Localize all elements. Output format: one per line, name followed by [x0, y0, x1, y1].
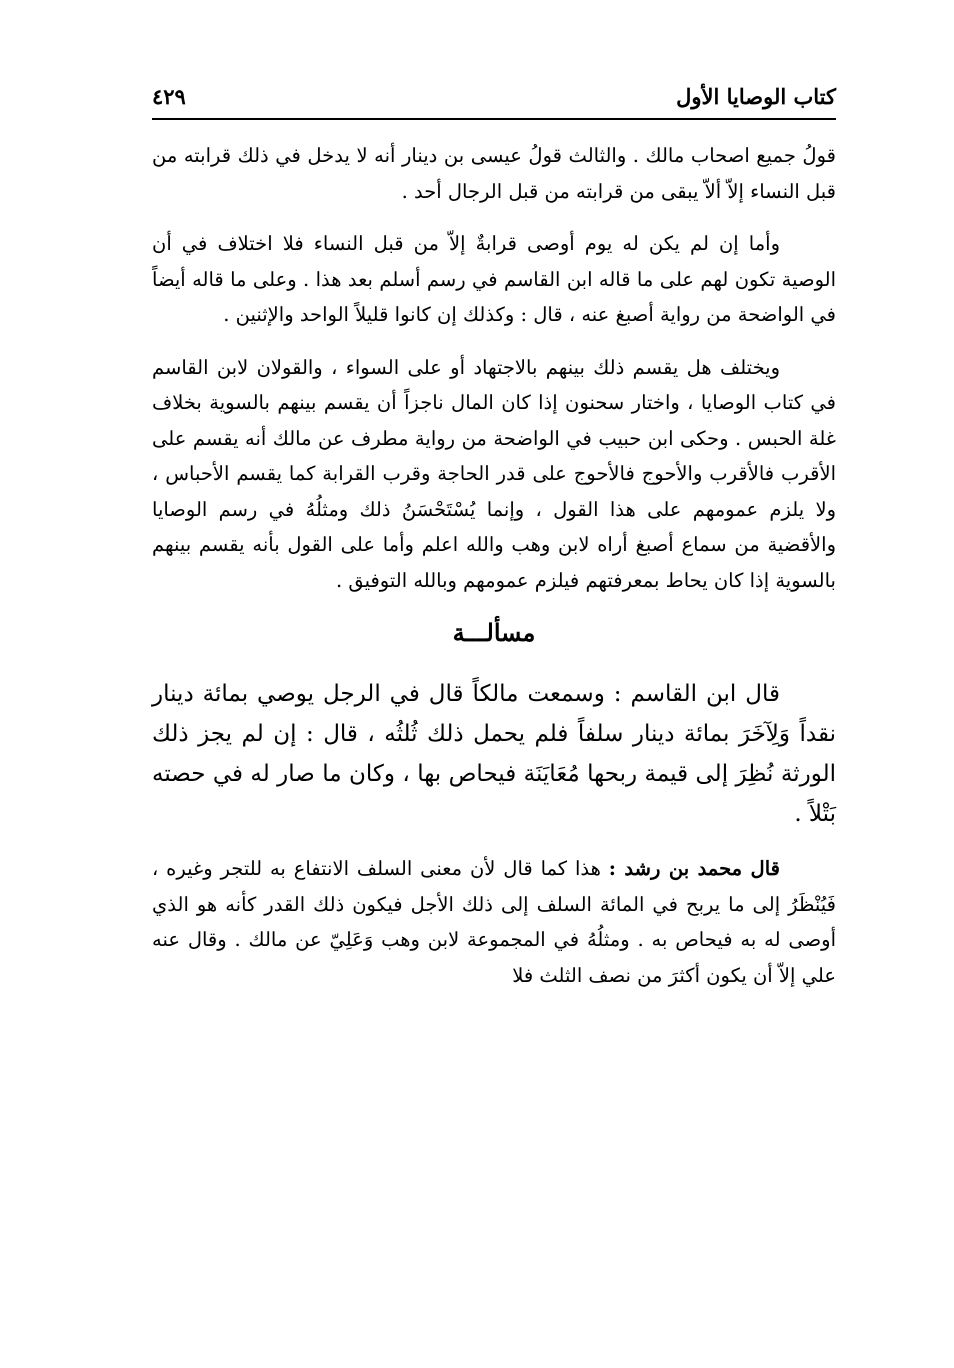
answer-paragraph	[152, 851, 836, 993]
page-number: ٤٢٩	[152, 84, 186, 109]
answer-lead: قال محمد بن رشد :	[608, 857, 780, 880]
header-rule	[152, 118, 836, 120]
paragraph-1: قولُ جميع اصحاب مالك . والثالث قولُ عيسى بن دينار أنه لا يدخل في ذلك قرابته من قبل النساء إلاّ ألاّ يبقى من قرابته من قبل الرجال أحد .	[152, 144, 836, 203]
answer-text: هذا كما قال لأن معنى السلف الانتفاع به للتجر وغيره ، فَيُنْظَرُ إلى ما يربح في المائة السلف إلى ذلك الأجل فيكون ذلك القدر كأنه هو الذي أوصى له به فيحاص به . ومثلُهُ في المجموعة لابن وهب وَعَلِيّ عن مالك . وقال عنه علي إلاّ أن يكون أكثرَ من نصف الثلث فلا	[152, 857, 836, 987]
section-heading: مسألـــة	[452, 618, 536, 647]
paragraph-2: وأما إن لم يكن له يوم أوصى قرابةٌ إلاّ من قبل النساء فلا اختلاف في أن الوصية تكون لهم على ما قاله ابن القاسم في رسم أسلم بعد هذا . وعلى ما قاله أيضاً في الواضحة من رواية أصبغ عنه ، قال : وكذلك إن كانوا قليلاً الواحد والإثنين .	[152, 232, 836, 326]
running-title: كتاب الوصايا الأول	[676, 84, 836, 109]
page-header	[152, 78, 836, 120]
question-paragraph: قال ابن القاسم : وسمعت مالكاً قال في الرجل يوصي بمائة دينار نقداً وَلِآخَرَ بمائة دينار سلفاً فلم يحمل ذلك ثُلثُه ، قال : إن لم يجز ذلك الورثة نُظِرَ إلى قيمة ربحها مُعَايَنَة فيحاص بها ، وكان ما صار له في حصته بَتْلاً .	[152, 681, 836, 827]
page-body	[152, 138, 836, 1010]
paragraph-3: ويختلف هل يقسم ذلك بينهم بالاجتهاد أو على السواء ، والقولان لابن القاسم في كتاب الوصايا ، واختار سحنون إذا كان المال ناجزاً أن يقسم بينهم بالسوية بخلاف غلة الحبس . وحكى ابن حبيب في الواضحة من رواية مطرف عن مالك أنه يقسم على الأقرب فالأقرب والأحوج فالأحوج على قدر الحاجة وقرب القرابة كما يقسم الأحباس ، ولا يلزم عمومهم على هذا القول ، وإنما يُسْتَحْسَنُ ذلك ومثلُهُ في رسم الوصايا والأقضية من سماع أصبغ أراه لابن وهب والله اعلم وأما على القول بأنه يقسم بينهم بالسوية إذا كان يحاط بمعرفتهم فيلزم عمومهم وبالله التوفيق .	[152, 355, 836, 592]
